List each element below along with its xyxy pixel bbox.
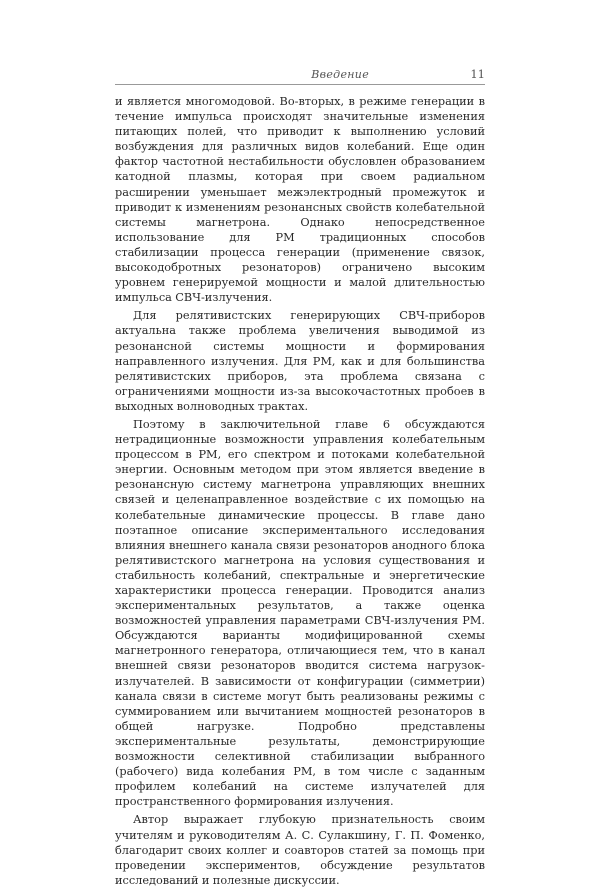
header-rule [115,84,485,85]
page-body [115,94,485,891]
page-number: 11 [470,67,485,81]
paragraph-chapter-6: Поэтому в заключительной главе 6 обсуждаются нетрадиционные возможности управления колебательным процессом в РМ, его спектром и потоками колебательной энергии. Основным методом при этом является введение в резонансную систему магнетрона управляющих внешних связей и целенаправленное воздействие с их помощью на колебательные динамические процессы. В главе дано поэтапное описание экспериментального исследования влияния внешнего канала связи резонаторов анодного блока релятивистского магнетрона на условия существования и стабильность колебаний, спектральные и энергетические характеристики процесса генерации. Проводится анализ экспериментальных результатов, а также оценка возможностей управления параметрами СВЧ-излучения РМ. Обсуждаются варианты модифицированной схемы магнетронного генератора, отличающиеся тем, что в канал внешней связи резонаторов вводится система нагрузок-излучателей. В зависимости от конфигурации (симметрии) канала связи в системе могут быть реализованы режимы с суммированием или вычитанием мощностей резонаторов в общей нагрузке. Подробно представлены экспериментальные результаты, демонстрирующие возможности селективной стабилизации выбранного (рабочего) вида колебания РМ, в том числе с заданным профилем колебаний на системе излучателей для пространственного формирования излучения. [115,417,485,809]
paragraph-continuation: и является многомодовой. Во-вторых, в режиме генерации в течение импульса происходят значительные изменения питающих полей, что приводит к выполнению условий возбуждения для различных видов колебаний. Еще один фактор частотной нестабильности обусловлен образованием катодной плазмы, которая при своем радиальном расширении уменьшает межэлектродный промежуток и приводит к изменениям резонансных свойств колебательной системы магнетрона. Однако непосредственное использование для РМ традиционных способов стабилизации процесса генерации (применение связок, высокодобротных резонаторов) ограничено высоким уровнем генерируемой мощности и малой длительностью импульса СВЧ-излучения. [115,95,485,305]
paragraph-relativistic-devices: Для релятивистских генерирующих СВЧ-приборов актуальна также проблема увеличения выводимой из резонансной системы мощности и формирования направленного излучения. Для РМ, как и для большинства релятивистских приборов, эта проблема связана с ограничениями мощности из-за высокочастотных пробоев в выходных волноводных трактах. [115,309,485,413]
running-header [115,66,485,86]
paragraph-acknowledgements: Автор выражает глубокую признательность своим учителям и руководителям А. С. Сулакшину, Г. П. Фоменко, благодарит своих коллег и соавторов статей за помощь при проведении экспериментов, обсуждение результатов исследований и полезные дискуссии. [115,813,485,887]
section-title: Введение [311,68,369,81]
